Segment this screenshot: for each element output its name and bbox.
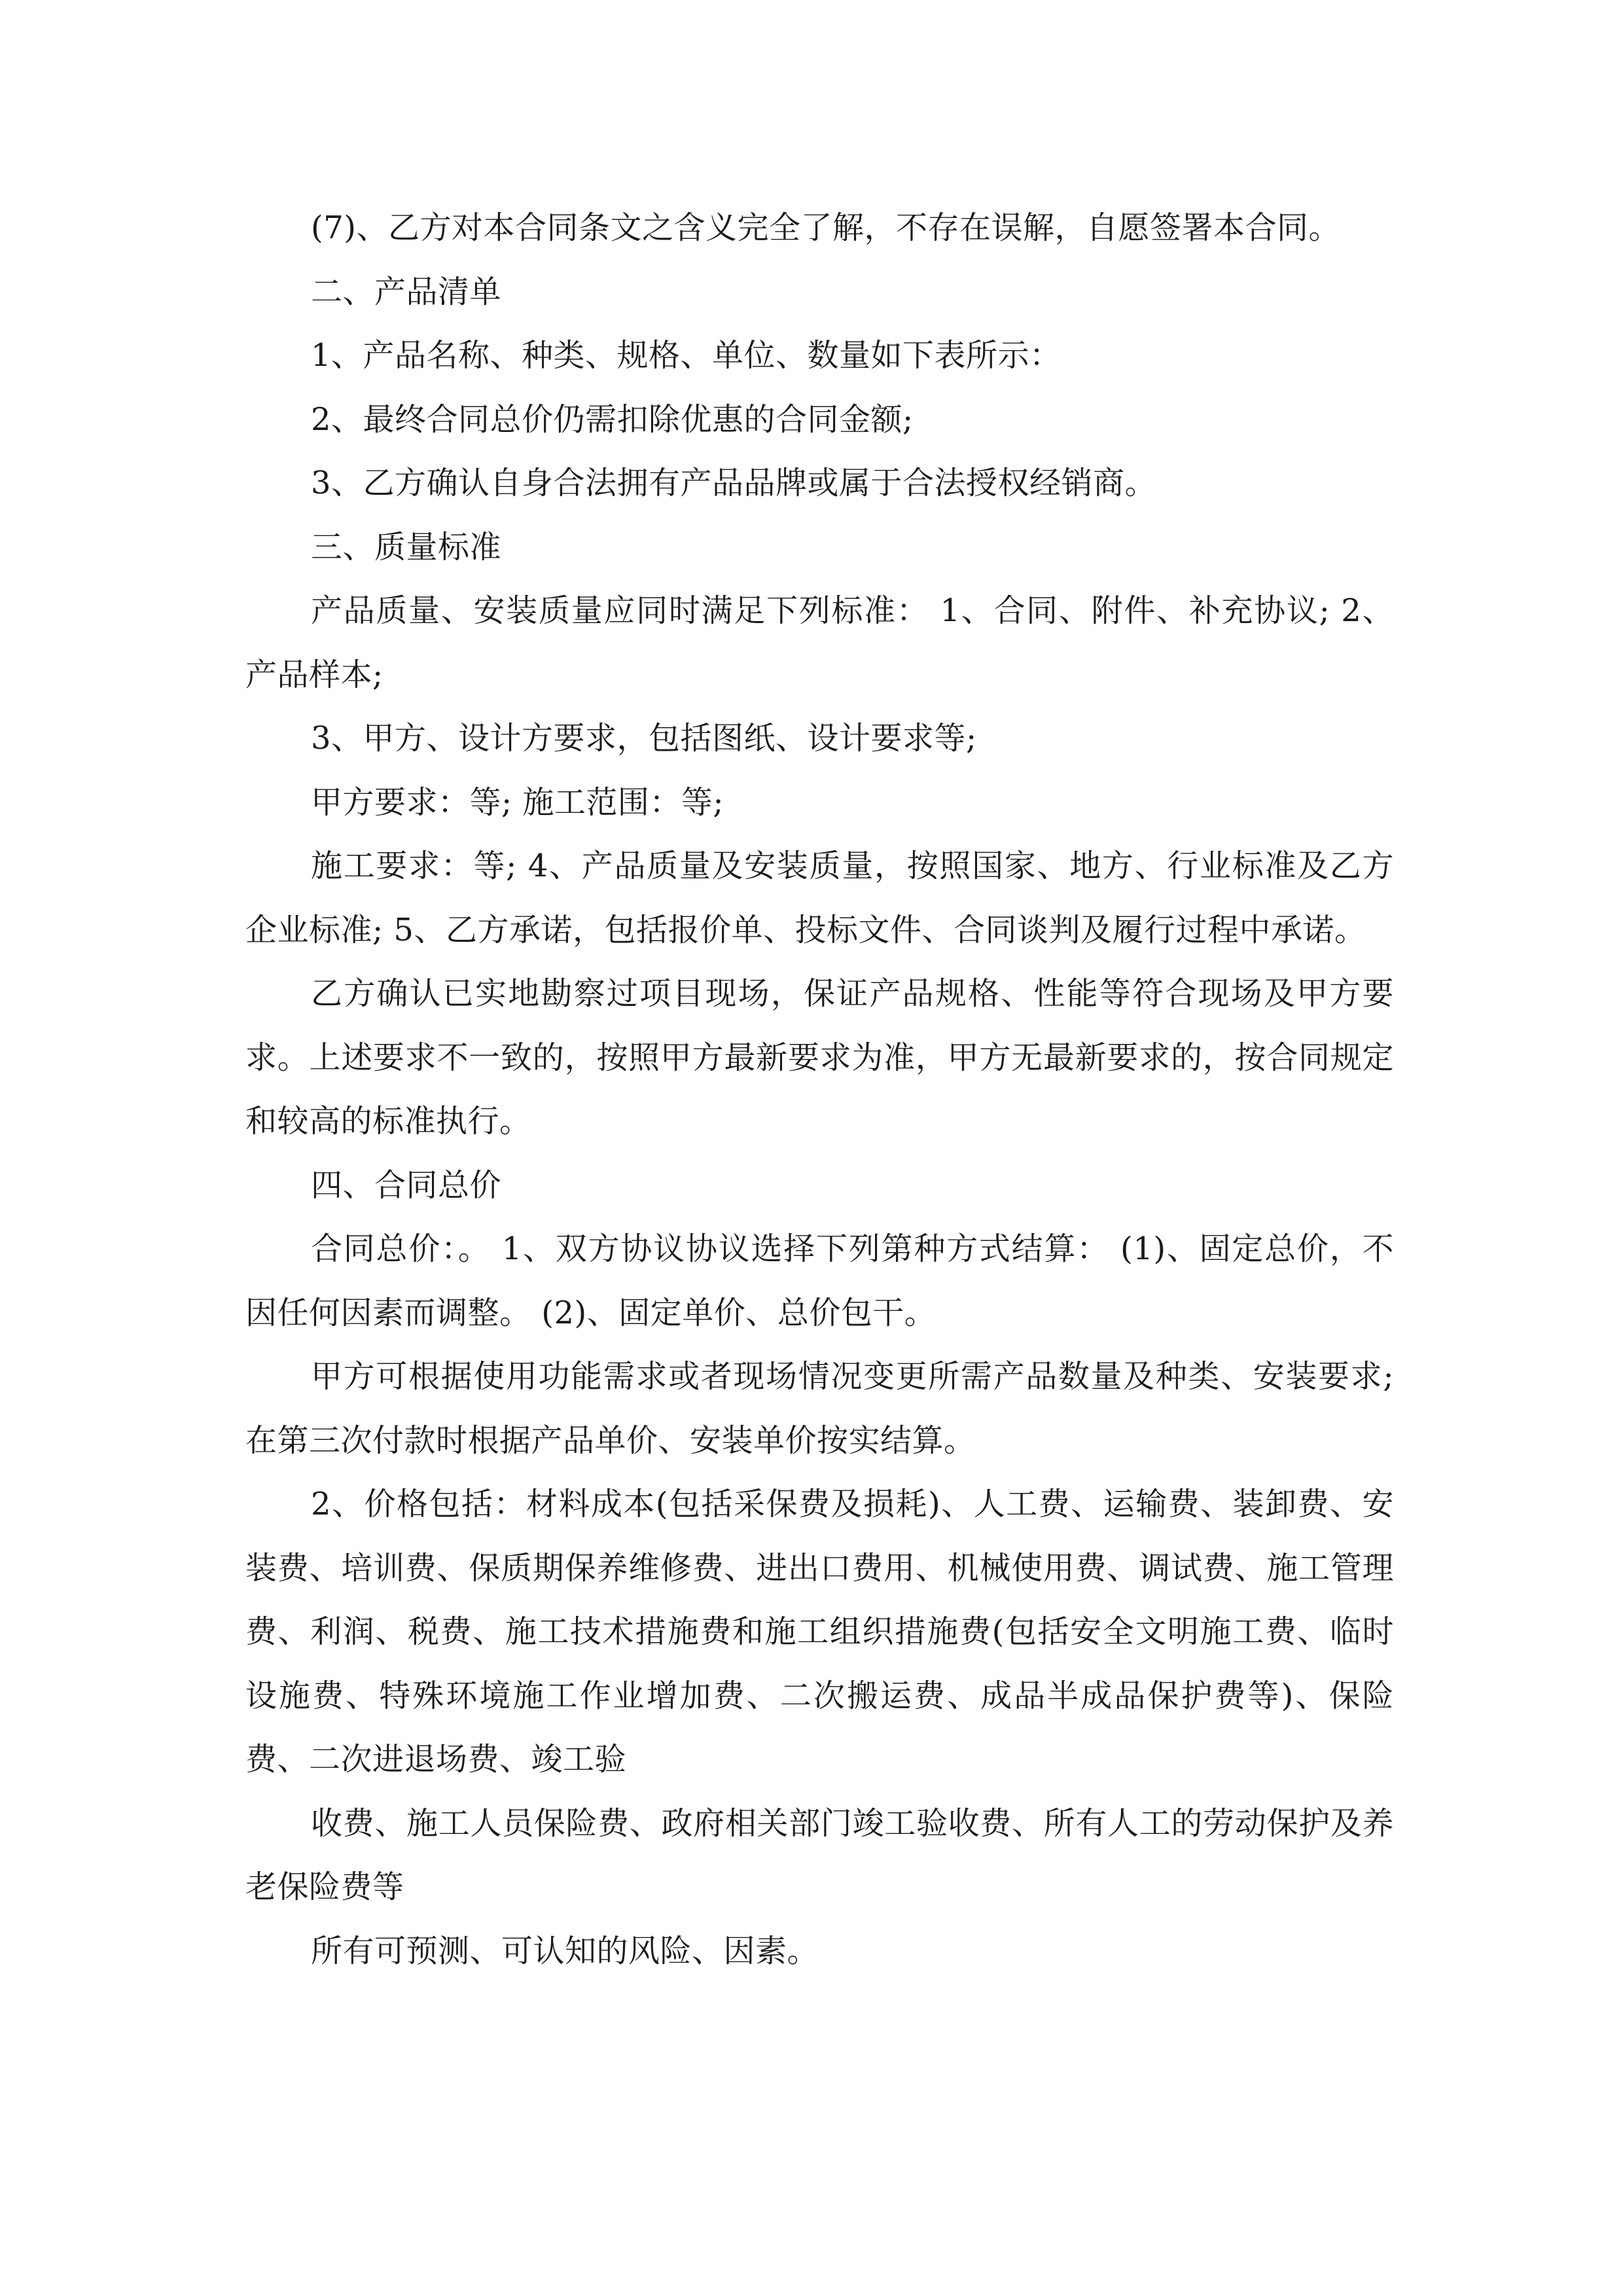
- paragraph-price-3: 2、价格包括：材料成本(包括采保费及损耗)、人工费、运输费、装卸费、安装费、培训费、保质期保养维修费、进出口费用、机械使用费、调试费、施工管理费、利润、税费、施工技术措施费和施工组织措施费(包括安全文明施工费、临时设施费、特殊环境施工作业增加费、二次搬运费、成品半成品保护费等)、保险费、二次进退场费、竣工验: [245, 1486, 1394, 1778]
- heading-product-list: 二、产品清单: [311, 273, 502, 310]
- paragraph-product-list-2: 2、最终合同总价仍需扣除优惠的合同金额;: [311, 401, 914, 438]
- paragraph-product-list-1: 1、产品名称、种类、规格、单位、数量如下表所示：: [311, 337, 1061, 374]
- paragraph-product-list-3: 3、乙方确认自身合法拥有产品品牌或属于合法授权经销商。: [311, 465, 1157, 501]
- paragraph-site-survey: 乙方确认已实地勘察过项目现场，保证产品规格、性能等符合现场及甲方要求。上述要求不一致的，按照甲方最新要求为准，甲方无最新要求的，按合同规定和较高的标准执行。: [245, 975, 1394, 1139]
- paragraph-price-1: 合同总价：。 1、双方协议协议选择下列第种方式结算： (1)、固定总价，不因任何因素而调整。 (2)、固定单价、总价包干。: [245, 1230, 1394, 1331]
- paragraph-quality-3: 甲方要求：等; 施工范围：等;: [311, 783, 724, 821]
- paragraph-quality-1: 产品质量、安装质量应同时满足下列标准： 1、合同、附件、补充协议; 2、产品样本;: [245, 592, 1394, 693]
- paragraph-acknowledgement: (7)、乙方对本合同条文之含义完全了解，不存在误解，自愿签署本合同。: [311, 209, 1340, 246]
- paragraph-quality-2: 3、甲方、设计方要求，包括图纸、设计要求等;: [311, 720, 977, 757]
- paragraph-price-4: 收费、施工人员保险费、政府相关部门竣工验收费、所有人工的劳动保护及养老保险费等: [245, 1804, 1394, 1905]
- paragraph-price-5: 所有可预测、可认知的风险、因素。: [311, 1932, 819, 1969]
- heading-contract-price: 四、合同总价: [311, 1166, 502, 1204]
- paragraph-quality-4: 施工要求：等; 4、产品质量及安装质量，按照国家、地方、行业标准及乙方企业标准; 5、乙方承诺，包括报价单、投标文件、合同谈判及履行过程中承诺。: [245, 848, 1394, 948]
- heading-quality-standard: 三、质量标准: [311, 528, 502, 565]
- document-body: [245, 196, 1394, 1983]
- paragraph-price-2: 甲方可根据使用功能需求或者现场情况变更所需产品数量及种类、安装要求;在第三次付款时根据产品单价、安装单价按实结算。: [245, 1358, 1394, 1459]
